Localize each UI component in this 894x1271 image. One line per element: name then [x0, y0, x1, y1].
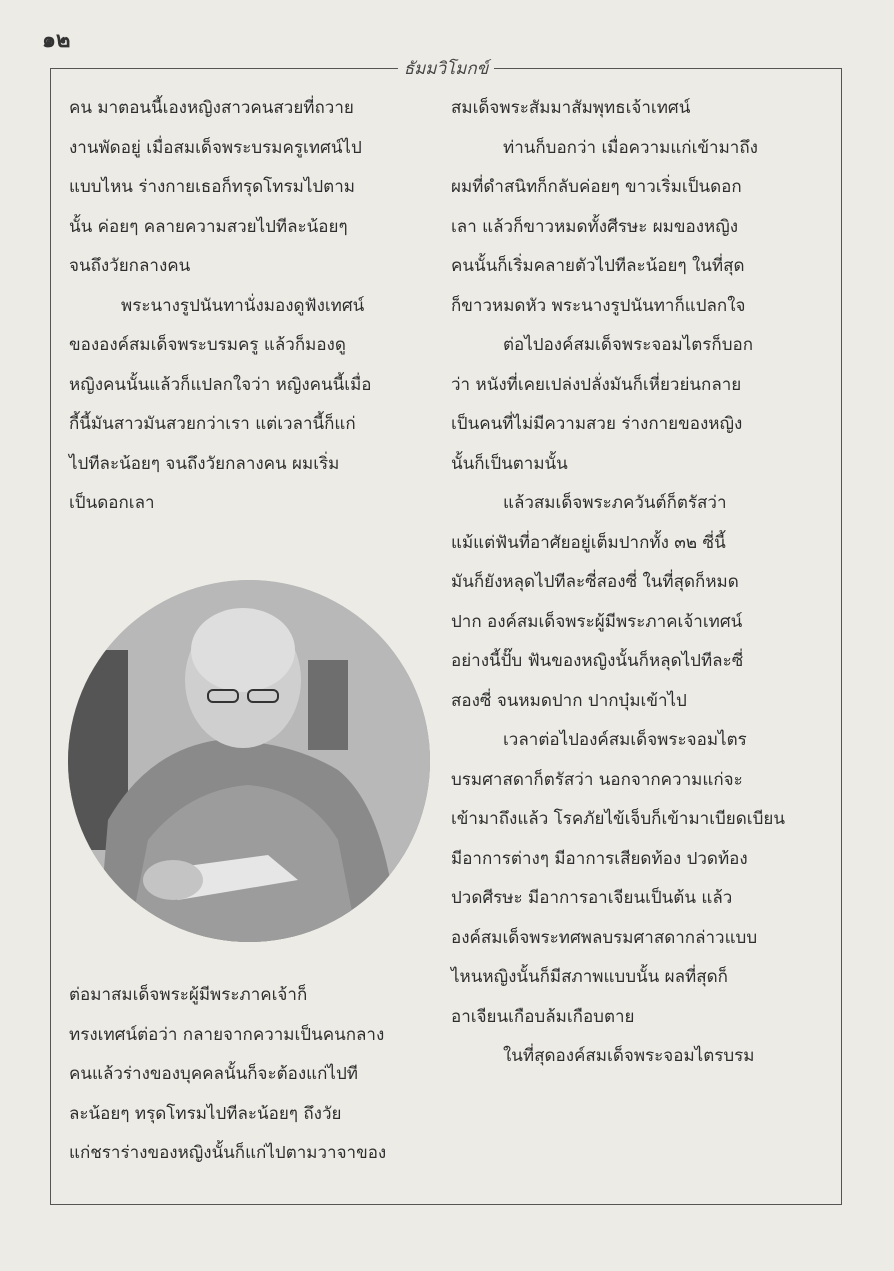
text-line: พระนางรูปนันทานั่งมองดูฟังเทศน์: [121, 295, 365, 316]
text-line: คน มาตอนนี้เองหญิงสาวคนสวยที่ถวาย: [69, 98, 354, 118]
text-line: ปวดศีรษะ มีอาการอาเจียนเป็นต้น แล้ว: [451, 888, 733, 908]
text-line: คนนั้นก็เริ่มคลายตัวไปทีละน้อยๆ ในที่สุด: [451, 256, 745, 276]
text-line: เข้ามาถึงแล้ว โรคภัยไข้เจ็บก็เข้ามาเบียดเบียน: [451, 809, 785, 829]
text-line: ผมที่ดำสนิทก็กลับค่อยๆ ขาวเริ่มเป็นดอก: [451, 177, 742, 197]
text-line: ไหนหญิงนั้นก็มีสภาพแบบนั้น ผลที่สุดก็: [451, 967, 728, 987]
text-line: ในที่สุดองค์สมเด็จพระจอมไตรบรม: [503, 1046, 755, 1066]
text-line: ว่า หนังที่เคยเปล่งปลั่งมันก็เหี่ยวย่นกลาย: [451, 374, 742, 395]
text-line: ทรงเทศน์ต่อว่า กลายจากความเป็นคนกลาง: [69, 1024, 385, 1045]
text-line: ปาก องค์สมเด็จพระผู้มีพระภาคเจ้าเทศน์: [451, 611, 743, 632]
text-line: ไปทีละน้อยๆ จนถึงวัยกลางคน ผมเริ่ม: [69, 453, 340, 474]
left-paragraph-1: [69, 89, 431, 287]
left-paragraph-2: [69, 287, 431, 524]
text-line: คนแล้วร่างของบุคคลนั้นก็จะต้องแก่ไปที: [69, 1064, 358, 1084]
text-line: อย่างนี้ปั๊บ ฟันของหญิงนั้นก็หลุดไปทีละซี่: [451, 651, 744, 671]
text-line: แล้วสมเด็จพระภควันต์ก็ตรัสว่า: [503, 493, 727, 513]
text-line: แบบไหน ร่างกายเธอก็ทรุดโทรมไปตาม: [69, 177, 355, 197]
left-paragraph-3: [69, 976, 431, 1174]
text-line: ละน้อยๆ ทรุดโทรมไปทีละน้อยๆ ถึงวัย: [69, 1103, 342, 1124]
text-line: มีอาการต่างๆ มีอาการเสียดท้อง ปวดท้อง: [451, 848, 748, 869]
text-line: องค์สมเด็จพระทศพลบรมศาสดากล่าวแบบ: [451, 927, 758, 948]
text-line: นั้น ค่อยๆ คลายความสวยไปทีละน้อยๆ: [69, 216, 348, 237]
right-column: [451, 89, 813, 1077]
text-line: งานพัดอยู่ เมื่อสมเด็จพระบรมครูเทศน์ไป: [69, 137, 362, 158]
text-line: เวลาต่อไปองค์สมเด็จพระจอมไตร: [503, 730, 747, 750]
running-header: [51, 55, 841, 81]
text-line: ต่อมาสมเด็จพระผู้มีพระภาคเจ้าก็: [69, 985, 308, 1005]
text-line: บรมศาสดาก็ตรัสว่า นอกจากความแก่จะ: [451, 769, 743, 790]
text-line: จนถึงวัยกลางคน: [69, 256, 191, 276]
text-line: เป็นคนที่ไม่มีความสวย ร่างกายของหญิง: [451, 414, 743, 434]
text-line: อาเจียนเกือบล้มเกือบตาย: [451, 1006, 635, 1027]
text-line: หญิงคนนั้นแล้วก็แปลกใจว่า หญิงคนนี้เมื่อ: [69, 374, 372, 395]
running-title: ธัมมวิโมกข์: [398, 59, 495, 79]
text-line: ท่านก็บอกว่า เมื่อความแก่เข้ามาถึง: [503, 137, 758, 158]
text-line: เป็นดอกเลา: [69, 493, 155, 513]
monk-portrait-photo: [68, 580, 430, 942]
text-line: กี้นี้มันสาวมันสวยกว่าเรา แต่เวลานี้ก็แก่: [69, 414, 356, 434]
page-number: ๑๒: [42, 28, 71, 53]
portrait-illustration: [68, 580, 430, 942]
text-line: แก่ชราร่างของหญิงนั้นก็แก่ไปตามวาจาของ: [69, 1143, 387, 1163]
left-column: [69, 89, 431, 524]
text-line: ขององค์สมเด็จพระบรมครู แล้วก็มองดู: [69, 335, 346, 355]
text-line: ต่อไปองค์สมเด็จพระจอมไตรก็บอก: [503, 335, 754, 355]
text-line: นั้นก็เป็นตามนั้น: [451, 453, 568, 474]
text-line: เลา แล้วก็ขาวหมดทั้งศีรษะ ผมของหญิง: [451, 216, 739, 237]
text-line: มันก็ยังหลุดไปทีละซี่สองซี่ ในที่สุดก็หมด: [451, 572, 739, 592]
text-line: สมเด็จพระสัมมาสัมพุทธเจ้าเทศน์: [451, 98, 691, 118]
text-line: แม้แต่ฟันที่อาศัยอยู่เต็มปากทั้ง ๓๒ ซี่นี้: [451, 532, 726, 553]
text-line: ก็ขาวหมดหัว พระนางรูปนันทาก็แปลกใจ: [451, 295, 746, 316]
text-line: สองซี่ จนหมดปาก ปากบุ๋มเข้าไป: [451, 690, 687, 711]
